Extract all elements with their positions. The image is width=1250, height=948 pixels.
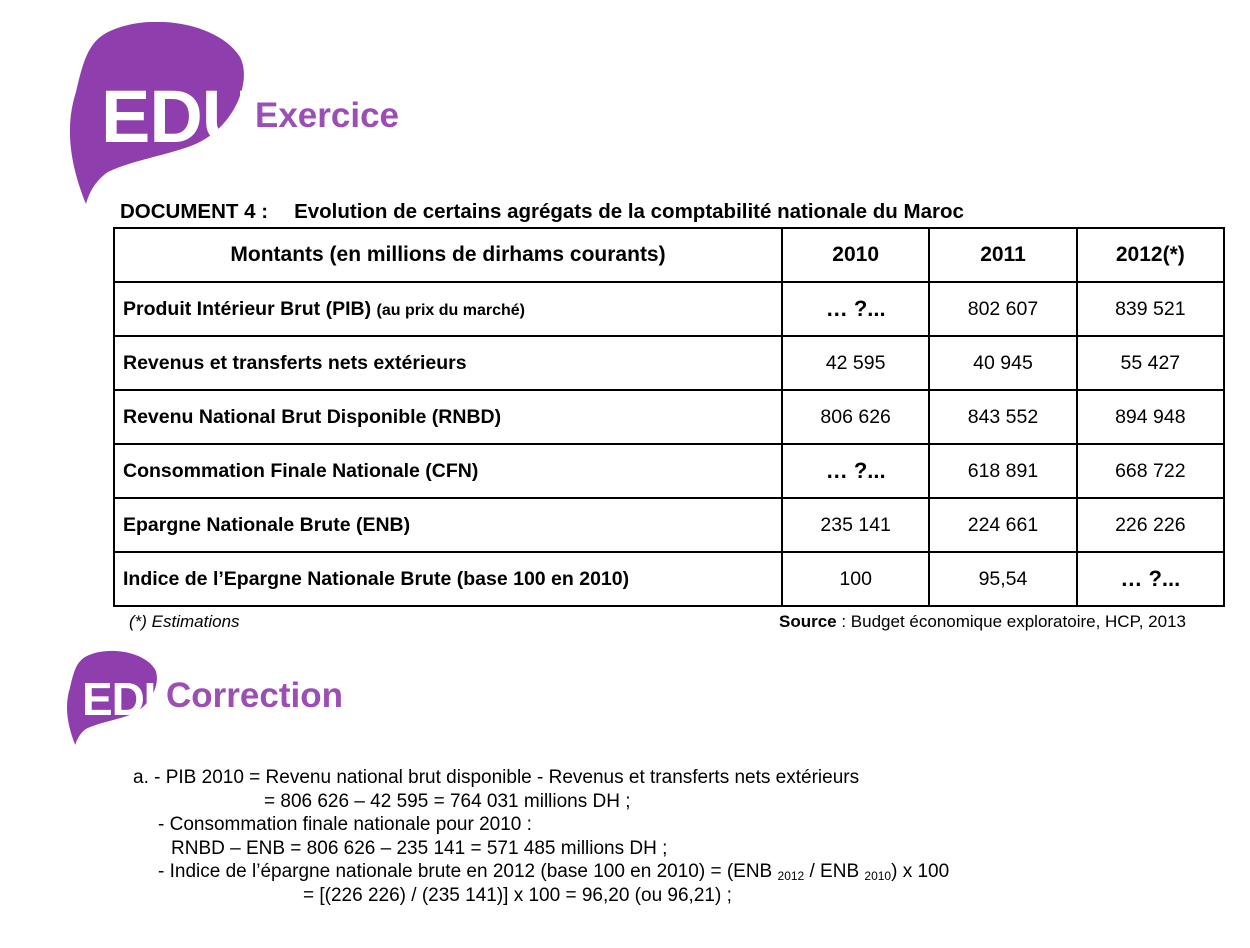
row-label: Epargne Nationale Brute (ENB) <box>114 498 782 552</box>
table-cell: 95,54 <box>929 552 1076 606</box>
document-heading <box>120 200 964 224</box>
source-note <box>779 612 1186 632</box>
table-cell: 894 948 <box>1077 390 1224 444</box>
table-cell: 224 661 <box>929 498 1076 552</box>
edu-logo <box>68 22 255 204</box>
table-cell: 100 <box>782 552 929 606</box>
row-label: Revenu National Brut Disponible (RNBD) <box>114 390 782 444</box>
table-row <box>114 390 1224 444</box>
table-cell: 42 595 <box>782 336 929 390</box>
column-header: Montants (en millions de dirhams courants) <box>114 228 782 282</box>
subscript: 2010 <box>864 869 892 883</box>
row-label: Indice de l’Epargne Nationale Brute (base 100 en 2010) <box>114 552 782 606</box>
table-cell: … ?... <box>782 282 929 336</box>
footnote: (*) Estimations <box>129 612 240 631</box>
table-header-row <box>114 228 1224 282</box>
subscript: 2012 <box>777 869 805 883</box>
table-cell: 839 521 <box>1077 282 1224 336</box>
row-note: (au prix du marché) <box>376 301 525 319</box>
column-header: 2012(*) <box>1077 228 1224 282</box>
logo-text: EDU <box>82 673 177 725</box>
correction-line: - Indice de l’épargne nationale brute en 2012 (base 100 en 2010) = (ENB $_{2012}$ / ENB $_{2010}$) x 100 <box>158 861 950 883</box>
table-row <box>114 444 1224 498</box>
logo-text: EDU <box>101 75 255 158</box>
document-title: Evolution de certains agrégats de la comptabilité nationale du Maroc <box>294 200 964 223</box>
data-table <box>113 227 1225 607</box>
table-cell: 802 607 <box>929 282 1076 336</box>
table-cell: 843 552 <box>929 390 1076 444</box>
edu-logo-small <box>66 648 177 748</box>
source-label: Source <box>779 612 837 631</box>
column-header: 2010 <box>782 228 929 282</box>
correction-line: - Consommation finale nationale pour 2010 : <box>158 814 532 835</box>
table-cell: 40 945 <box>929 336 1076 390</box>
table-cell: 806 626 <box>782 390 929 444</box>
correction-line: RNBD – ENB = 806 626 – 235 141 = 571 485 millions DH ; <box>171 837 668 859</box>
page-title: Exercice <box>255 96 400 135</box>
table-row <box>114 336 1224 390</box>
row-label: Consommation Finale Nationale (CFN) <box>114 444 782 498</box>
table-row <box>114 498 1224 552</box>
table-cell: 618 891 <box>929 444 1076 498</box>
source-text: : Budget économique exploratoire, HCP, 2013 <box>836 612 1186 631</box>
correction-line: a. - PIB 2010 = Revenu national brut disponible - Revenus et transferts nets extérieurs <box>133 767 860 788</box>
table-row <box>114 552 1224 606</box>
table-cell: 226 226 <box>1077 498 1224 552</box>
table-cell: … ?... <box>1077 552 1224 606</box>
correction-line: = 806 626 – 42 595 = 764 031 millions DH ; <box>264 790 631 812</box>
column-header: 2011 <box>929 228 1076 282</box>
row-label: Produit Intérieur Brut (PIB) (au prix du marché) <box>114 282 782 336</box>
document-label: DOCUMENT 4 : <box>120 200 269 223</box>
table-cell: 235 141 <box>782 498 929 552</box>
table-cell: 668 722 <box>1077 444 1224 498</box>
row-label: Revenus et transferts nets extérieurs <box>114 336 782 390</box>
table-row <box>114 282 1224 336</box>
correction-body <box>133 766 949 907</box>
table-cell: 55 427 <box>1077 336 1224 390</box>
correction-line: = [(226 226) / (235 141)] x 100 = 96,20 (ou 96,21) ; <box>303 884 732 906</box>
table-cell: … ?... <box>782 444 929 498</box>
correction-title: Correction <box>166 676 343 715</box>
